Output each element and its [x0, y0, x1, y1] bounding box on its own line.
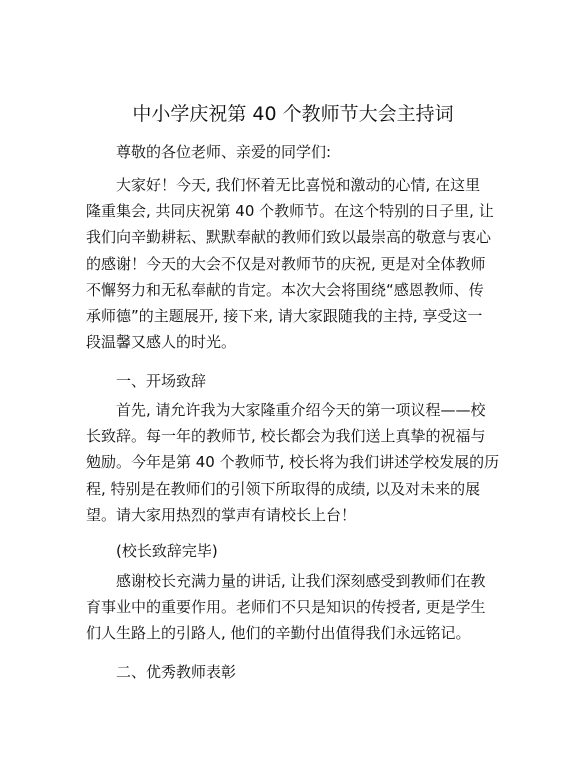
section-one-heading: 一、开场致辞 [116, 372, 207, 390]
intro-paragraph [86, 172, 506, 355]
intro-line: 我们向辛勤耕耘、默默奉献的教师们致以最崇高的敬意与衷心 [86, 228, 492, 247]
section-one-line: 望。请大家用热烈的掌声有请校长上台！ [86, 505, 357, 524]
thanks-paragraph [86, 568, 506, 647]
greeting-paragraph [86, 139, 506, 165]
intro-line: 的感谢！今天的大会不仅是对教师节的庆祝, 更是对全体教师 [86, 254, 486, 273]
thanks-line: 感谢校长充满力量的讲话, 让我们深刻感受到教师们在教 [116, 572, 486, 590]
section-one-line: 首先, 请允许我为大家隆重介绍今天的第一项议程——校 [116, 401, 486, 419]
stage-note-paragraph [86, 538, 506, 564]
section-one-line: 长致辞。每一年的教师节, 校长都会为我们送上真挚的祝福与 [86, 427, 486, 446]
thanks-line: 育事业中的重要作用。老师们不只是知识的传授者, 更是学生 [86, 598, 486, 617]
intro-line: 段温馨又感人的时光。 [86, 333, 237, 352]
intro-line: 不懈努力和无私奉献的肯定。本次大会将围绕“感恩教师、传 [86, 280, 484, 299]
section-one-paragraph [86, 397, 506, 528]
section-one-line: 勉励。今年是第 40 个教师节, 校长将为我们讲述学校发展的历 [86, 453, 500, 472]
intro-line: 大家好！今天, 我们怀着无比喜悦和激动的心情, 在这里 [116, 176, 481, 194]
intro-line: 隆重集会, 共同庆祝第 40 个教师节。在这个特别的日子里, 让 [86, 202, 494, 221]
section-two-heading: 二、优秀教师表彰 [116, 663, 237, 681]
document-title: 中小学庆祝第 40 个教师节大会主持词 [132, 103, 454, 125]
stage-note: (校长致辞完毕) [116, 542, 218, 560]
intro-line: 承师德”的主题展开, 接下来, 请大家跟随我的主持, 享受这一 [86, 307, 483, 326]
greeting-text: 尊敬的各位老师、亲爱的同学们: [116, 143, 332, 161]
thanks-line: 们人生路上的引路人, 他们的辛勤付出值得我们永远铭记。 [86, 624, 471, 643]
section-one-line: 程, 特别是在教师们的引领下所取得的成绩, 以及对未来的展 [86, 479, 481, 498]
